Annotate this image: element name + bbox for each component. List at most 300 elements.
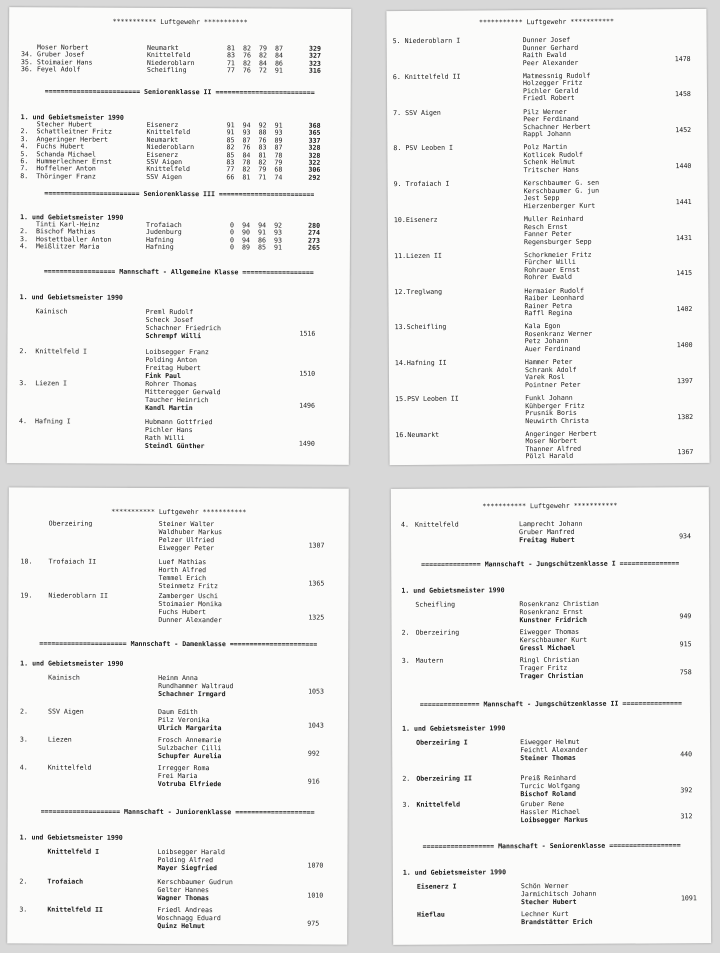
team-total: 1510 — [299, 369, 316, 378]
series-score: 78 — [242, 158, 251, 167]
shooter-name: Thöringer Franz — [36, 172, 96, 181]
team-member: Funkl Johann — [525, 393, 573, 403]
series-score: 91 — [226, 128, 235, 137]
series-score: 94 — [258, 221, 267, 230]
team-member-line — [8, 723, 348, 733]
team-total: 1043 — [307, 721, 324, 730]
section-title: =============== Mannschaft - Jungschützenklasse II =============== — [419, 699, 682, 709]
team-club: Scheifling — [406, 323, 447, 332]
team-club: Eisenerz I — [416, 882, 457, 891]
team-member: Eiwegger Peter — [158, 543, 215, 553]
header-text: *********** Luftgewehr *********** — [482, 501, 618, 511]
team-member: Rath Willi — [144, 433, 185, 443]
rank: 2. — [20, 127, 29, 136]
shooter-name: Schattleitner Fritz — [36, 127, 113, 137]
series-score: 85 — [226, 150, 235, 159]
team-member: Holzegger Fritz — [522, 79, 583, 88]
team-club: Liezen — [47, 735, 72, 744]
team-member: Kerschbaumer Kurt — [519, 635, 588, 645]
series-score: 83 — [226, 51, 235, 60]
team-member: Ringl Christian — [519, 655, 580, 665]
series-score: 0 — [229, 236, 235, 245]
series-score: 94 — [242, 221, 251, 230]
team-member: Petz Johann — [524, 337, 569, 346]
shooter-name: Moser Norbert — [36, 43, 89, 52]
team-member: Eiwegger Thomas — [519, 627, 580, 637]
series-score: 87 — [242, 136, 251, 145]
team-club: Niederoblarn II — [48, 591, 108, 600]
placement-label: 1. und Gebietsmeister 1990 — [20, 213, 124, 222]
series-score: 71 — [258, 173, 267, 182]
team-member: Jarmichitsch Johann — [520, 889, 597, 899]
series-score: 83 — [226, 158, 235, 167]
series-score: 71 — [226, 59, 235, 68]
team-club: Knittelfeld I — [47, 847, 100, 856]
team-member-line — [7, 863, 347, 873]
club-name: Scheifling — [146, 66, 187, 75]
team-club: Trofaiach — [47, 877, 84, 886]
team-member: Peer Ferdinand — [523, 114, 579, 124]
team-member: Schenk Helmut — [523, 158, 576, 167]
series-score: 81 — [258, 151, 267, 160]
team-member: Luef Mathias — [158, 557, 207, 567]
rank: 36. — [20, 65, 33, 74]
team-member: Polz Martin — [523, 143, 568, 152]
rank: 8. — [20, 171, 29, 181]
shooter-name: Hummerlechner Ernst — [36, 157, 112, 166]
series-score: 84 — [274, 51, 283, 60]
team-club: Knittelfeld II — [47, 905, 103, 914]
total-score: 337 — [308, 136, 321, 145]
shooter-name: Tinti Karl-Heinz — [36, 220, 100, 229]
team-member: Freitag Hubert — [145, 363, 201, 373]
team-total: 1496 — [299, 401, 316, 410]
series-score: 72 — [258, 66, 267, 75]
series-score: 79 — [274, 158, 283, 167]
team-member: Votruba Elfriede — [157, 779, 222, 789]
team-member: Waldhuber Markus — [158, 527, 223, 537]
series-score: 84 — [258, 59, 267, 68]
team-member: Lechner Kurt — [521, 909, 569, 919]
text-line — [393, 867, 711, 878]
team-member: Hierzenberger Kurt — [523, 201, 596, 210]
club-name: Eisenerz — [146, 150, 179, 159]
team-member: Frei Maria — [157, 771, 198, 781]
total-score: 316 — [308, 66, 321, 75]
club-name: Judenburg — [145, 228, 182, 237]
shooter-name: Hostettballer Anton — [35, 235, 112, 244]
team-member: Schupfer Aurelia — [157, 751, 222, 761]
shooter-name: Stoimaier Hans — [36, 58, 93, 67]
shooter-name: Angeringer Herbert — [36, 135, 108, 144]
team-total: 440 — [680, 750, 693, 759]
section-separator — [8, 267, 350, 278]
team-club: Knittelfeld — [414, 520, 459, 529]
team-member-line — [7, 403, 349, 414]
team-member: Schachner Friedrich — [145, 323, 221, 333]
placement-label: 4. — [400, 520, 409, 529]
team-member: Gelter Hannes — [157, 885, 210, 895]
placement-label: 3. — [19, 905, 28, 914]
team-member: Schrank Adolf — [524, 365, 577, 374]
series-score: 76 — [242, 66, 251, 75]
team-club: Knittelfeld I — [35, 347, 88, 356]
team-member: Gressl Michael — [519, 643, 576, 653]
team-member-line — [7, 893, 347, 903]
team-member: Daum Edith — [158, 707, 198, 717]
placement-label: 1. und Gebietsmeister 1990 — [19, 833, 123, 842]
team-member: Hassler Michael — [520, 807, 581, 817]
series-score: 91 — [258, 228, 267, 237]
team-total: 312 — [680, 812, 693, 821]
team-member: Schorkmeier Fritz — [524, 250, 592, 259]
team-member: Jest Sepp — [523, 194, 560, 203]
header-text: *********** Luftgewehr *********** — [478, 17, 615, 27]
team-member: Trager Fritz — [519, 663, 568, 673]
team-member: Rosenkranz Christian — [519, 599, 599, 609]
series-score: 82 — [243, 44, 252, 53]
series-score: 91 — [226, 121, 235, 130]
team-total: 1382 — [677, 412, 694, 421]
team-club: Oberzeiring — [48, 519, 93, 528]
team-club: SSV Aigen — [48, 707, 84, 716]
team-member: Polding Alfred — [157, 855, 214, 865]
team-member: Bischof Roland — [520, 789, 577, 799]
shooter-name: Schanda Michael — [36, 149, 96, 159]
team-member: Resch Ernst — [523, 222, 568, 231]
ranking-row — [8, 242, 350, 253]
placement-label: 8. — [393, 144, 402, 153]
club-name: Hafning — [145, 235, 174, 244]
series-score: 76 — [242, 143, 251, 152]
team-member-line — [7, 921, 347, 931]
team-total: 916 — [307, 777, 320, 786]
team-club: Oberzeiring II — [416, 774, 472, 783]
series-score: 77 — [226, 66, 235, 75]
team-member: Schrempf Willi — [145, 331, 202, 341]
series-score: 77 — [226, 165, 235, 174]
team-total: 758 — [679, 668, 692, 677]
team-member: Dunner Gerhard — [522, 43, 579, 52]
series-score: 79 — [258, 165, 267, 174]
team-member: Angeringer Herbert — [525, 429, 597, 438]
team-club: Kainisch — [35, 307, 68, 316]
team-member: Rosenkranz Ernst — [519, 607, 584, 617]
placement-label: 5. — [392, 37, 401, 46]
team-club: PSV Leoben I — [405, 144, 454, 153]
club-name: Hafning — [145, 243, 174, 252]
club-name: Niederoblarn — [146, 58, 195, 67]
team-member: Rohrauer Ernst — [524, 265, 580, 274]
rank: 34. — [20, 50, 33, 59]
team-club: Trofaiach I — [405, 179, 450, 189]
team-total: 1441 — [675, 197, 692, 206]
team-total: 1070 — [307, 861, 324, 870]
series-score: 92 — [258, 121, 267, 130]
team-member: Dunner Josef — [522, 35, 571, 45]
team-member: Feichtl Alexander — [520, 745, 588, 755]
section-separator — [392, 699, 710, 710]
team-member: Kühberger Fritz — [525, 401, 585, 410]
team-total: 1010 — [307, 891, 324, 900]
team-member: Hammer Peter — [524, 358, 573, 367]
placement-label: 3. — [401, 656, 410, 665]
team-member: Varek Rosl — [524, 373, 565, 382]
team-club: Hafning I — [35, 417, 71, 426]
series-score: 87 — [275, 44, 284, 53]
team-member: Rundhammer Waltraud — [158, 681, 234, 691]
series-score: 93 — [274, 236, 282, 245]
team-total: 1415 — [676, 269, 693, 278]
series-score: 89 — [274, 136, 283, 145]
team-member: Rappl Johann — [523, 129, 571, 139]
team-club: Knittelfeld II — [404, 72, 461, 81]
total-score: 368 — [308, 121, 321, 130]
team-member: Dunner Alexander — [158, 615, 222, 625]
team-member: Steiner Walter — [158, 519, 215, 529]
team-member: Stoimaier Monika — [158, 599, 222, 609]
series-score: 82 — [258, 51, 267, 60]
shooter-name: Fuchs Hubert — [36, 142, 85, 151]
team-member: Turcic Wolfgang — [520, 781, 580, 791]
team-member: Thanner Alfred — [525, 444, 582, 453]
team-total: 1053 — [308, 687, 324, 696]
section-title: ======================== Seniorenklasse II ========================= — [44, 87, 315, 97]
placement-label: 1. und Gebietsmeister 1990 — [20, 659, 124, 668]
team-member: Irregger Roma — [157, 763, 210, 773]
team-member: Fanner Peter — [523, 229, 572, 239]
club-name: SSV Aigen — [146, 172, 183, 181]
series-score: 79 — [259, 44, 268, 53]
team-member: Mitteregger Gerwald — [145, 387, 221, 397]
team-member: Rohrer Thomas — [145, 379, 197, 389]
team-member: Gruber Rene — [520, 799, 565, 809]
placement-label: 3. — [19, 379, 28, 388]
club-name: Neumarkt — [146, 135, 179, 144]
shooter-name: Hoffelner Anton — [36, 164, 96, 173]
ranking-row — [8, 172, 350, 183]
team-club: SSV Aigen — [405, 108, 441, 117]
placement-label: 2. — [20, 707, 28, 716]
team-member: Moser Norbert — [525, 437, 578, 446]
team-member: Muller Reinhard — [523, 214, 584, 224]
series-score: 83 — [258, 143, 267, 152]
placement-label: 4. — [19, 417, 28, 426]
team-member: Quinz Helmut — [157, 921, 205, 931]
team-member: Friedl Robert — [523, 94, 575, 103]
text-line — [8, 659, 348, 669]
total-score: 329 — [309, 44, 322, 53]
section-title: ================== Mannschaft - Seniorenklasse ================== — [422, 841, 681, 851]
placement-label: 2. — [19, 347, 28, 356]
team-member: Preml Rudolf — [145, 307, 194, 317]
team-member: Gruber Manfred — [519, 527, 575, 537]
shooter-name: Feyel Adolf — [36, 65, 81, 74]
total-score: 328 — [308, 151, 321, 160]
team-club: Neumarkt — [407, 430, 440, 439]
team-member: Kerschbaumer Gudrun — [157, 877, 233, 887]
team-member: Rohrer Ewald — [524, 273, 572, 282]
team-member: Zamberger Uschi — [158, 591, 218, 601]
section-title: ================== Mannschaft - Allgemeine Klasse ================== — [43, 267, 314, 277]
total-score: 328 — [308, 143, 321, 152]
series-score: 94 — [242, 121, 251, 130]
series-score: 0 — [230, 221, 235, 230]
rank: 35. — [20, 57, 33, 67]
team-member: Tritscher Hans — [523, 165, 580, 175]
page-2 — [386, 9, 709, 465]
placement-label: 7. — [393, 108, 402, 117]
team-club: Eisenerz — [405, 215, 438, 224]
team-total: 949 — [679, 612, 692, 621]
team-member: Loibsegger Franz — [145, 347, 209, 357]
team-club: PSV Leoben II — [407, 394, 459, 403]
team-total: 1458 — [674, 90, 691, 99]
placement-label: 15. — [395, 394, 408, 404]
team-club: Liezen I — [35, 379, 68, 388]
placement-label: 3. — [19, 735, 28, 744]
rank: 7. — [20, 164, 29, 173]
placement-label: 4. — [19, 763, 28, 772]
text-line — [392, 723, 710, 734]
header-text: *********** Luftgewehr *********** — [112, 17, 248, 27]
team-total: 1490 — [298, 439, 315, 448]
team-member: Pilz Werner — [523, 107, 567, 116]
total-score: 265 — [307, 243, 320, 252]
team-member: Fink Paul — [145, 371, 182, 381]
team-member: Schachner Herbert — [523, 122, 591, 131]
total-score: 292 — [308, 173, 321, 182]
team-total: 915 — [679, 640, 692, 649]
team-club: Oberzeiring I — [416, 738, 468, 747]
series-score: 82 — [258, 158, 267, 167]
team-member: Kunstner Fridrich — [519, 615, 588, 625]
series-score: 66 — [226, 173, 235, 182]
series-score: 88 — [258, 128, 267, 137]
team-member: Matmessnig Rudolf — [522, 71, 591, 80]
series-score: 94 — [242, 236, 251, 245]
page-1 — [7, 7, 351, 465]
page-header — [391, 501, 709, 512]
team-member: Rainer Petra — [524, 301, 573, 310]
team-member-line — [8, 581, 348, 591]
team-total: 1091 — [680, 894, 697, 903]
series-score: 86 — [258, 236, 266, 245]
team-member: Freitag Hubert — [519, 535, 575, 545]
rank: 4. — [19, 242, 28, 251]
total-score: 280 — [308, 221, 321, 230]
team-member: Pointner Peter — [525, 380, 581, 389]
rank: 2. — [20, 227, 28, 236]
series-score: 82 — [242, 165, 251, 174]
team-total: 1307 — [308, 541, 325, 550]
total-score: 322 — [308, 158, 321, 167]
series-score: 93 — [274, 128, 283, 137]
team-member-line — [393, 917, 711, 928]
placement-label: 2. — [402, 774, 411, 783]
header-text: *********** Luftgewehr *********** — [111, 507, 247, 517]
series-score: 86 — [274, 59, 283, 68]
series-score: 81 — [242, 173, 251, 182]
team-member: Pelzer Ulfried — [158, 535, 215, 545]
series-score: 91 — [274, 121, 283, 130]
team-member: Stecher Hubert — [520, 897, 577, 907]
total-score: 323 — [308, 59, 321, 68]
team-member: Wagner Thomas — [157, 893, 209, 903]
page-4 — [391, 487, 711, 945]
series-score: 85 — [226, 136, 235, 145]
placement-label: 13. — [394, 323, 407, 332]
team-total: 1440 — [675, 161, 692, 170]
team-member: Prusnik Boris — [525, 408, 577, 418]
shooter-name: Stecher Hubert — [36, 120, 93, 129]
series-score: 92 — [274, 221, 283, 230]
series-score: 93 — [242, 128, 251, 137]
club-name: Eisenerz — [146, 120, 179, 129]
team-member: Schön Werner — [520, 881, 569, 891]
team-member: Fuchs Hubert — [158, 607, 207, 617]
rank: 5. — [20, 149, 29, 158]
team-total: 1478 — [674, 54, 691, 63]
team-club: Scheifling — [415, 600, 456, 609]
team-member: Raiber Leonhard — [524, 293, 585, 303]
series-score: 82 — [242, 59, 251, 68]
team-member: Pichler Gerald — [522, 86, 579, 95]
rank: 3. — [20, 134, 29, 144]
team-club: Mautern — [415, 656, 444, 665]
club-name: Neumarkt — [146, 43, 179, 52]
team-member: Frosch Annemarie — [157, 735, 222, 745]
section-title: ====================== Mannschaft - Damenklasse ====================== — [39, 639, 318, 649]
team-total: 934 — [679, 532, 692, 541]
team-member-line — [8, 779, 348, 789]
team-club: Knittelfeld — [47, 763, 92, 772]
rank: 4. — [20, 142, 29, 151]
rank: 3. — [19, 234, 28, 244]
placement-label: 19. — [20, 591, 33, 600]
page-header — [9, 507, 349, 517]
team-total: 1452 — [675, 126, 692, 135]
team-member: Kotlicek Rudolf — [523, 150, 584, 160]
placement-label: 14. — [394, 359, 407, 368]
team-member: Temmel Erich — [158, 573, 207, 583]
placement-label: 1. und Gebietsmeister 1990 — [19, 293, 123, 302]
team-total: 1325 — [308, 613, 325, 622]
team-member: Trager Christian — [519, 671, 584, 681]
team-club: Trofaiach II — [48, 557, 97, 566]
team-member: Pilz Veronika — [157, 715, 210, 725]
team-member: Pölzl Harald — [525, 452, 574, 461]
series-score: 87 — [274, 143, 283, 152]
shooter-name: Bischof Mathias — [35, 227, 96, 236]
team-club: Kainisch — [48, 673, 80, 682]
team-total: 1516 — [299, 329, 316, 338]
team-club: Oberzeiring — [415, 628, 460, 637]
team-club: Hafning II — [406, 358, 447, 368]
series-score: 85 — [257, 243, 266, 252]
team-member: Kandl Martin — [145, 403, 193, 413]
team-member-line — [8, 751, 348, 761]
team-member: Steinmetz Fritz — [158, 581, 219, 591]
placement-label: 6. — [392, 72, 401, 81]
section-separator — [8, 189, 350, 200]
text-line — [8, 293, 350, 304]
team-total: 975 — [307, 919, 320, 928]
team-member: Loibsegger Harald — [157, 847, 226, 857]
team-member-line — [9, 543, 349, 553]
series-score: 76 — [258, 136, 267, 145]
team-member: Horth Alfred — [158, 565, 207, 575]
